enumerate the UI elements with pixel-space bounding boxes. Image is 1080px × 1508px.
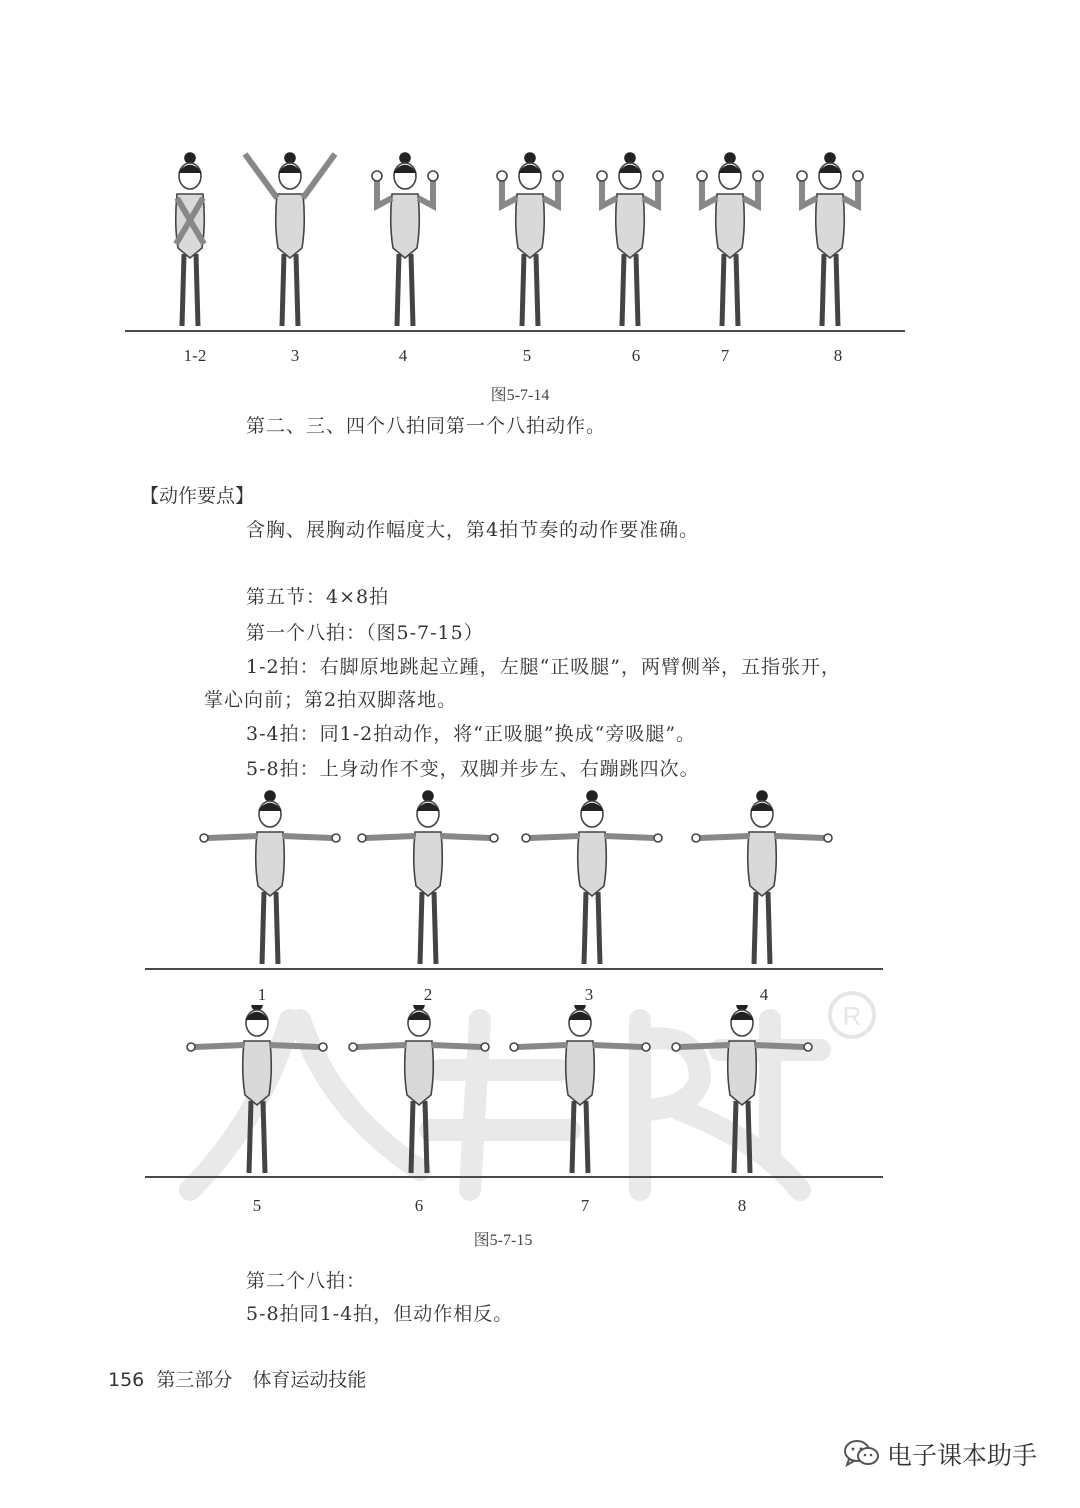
- figure-2-caption: 图5-7-15: [473, 1232, 533, 1249]
- dancer-figure: [797, 153, 863, 326]
- figure-1-caption: 图5-7-14: [490, 387, 550, 404]
- figure-1-beat-label: 5: [522, 346, 532, 365]
- dancer-figure: [672, 1005, 812, 1173]
- dancer-figure: [597, 153, 663, 326]
- figure-5-7-15-top-row: [0, 790, 1080, 990]
- dancer-figure: [349, 1005, 489, 1173]
- dancer-figure: [245, 153, 335, 326]
- page-number: 156: [108, 1369, 145, 1391]
- dancer-figure: [692, 791, 832, 964]
- figure-2-beat-label: 3: [584, 985, 594, 1004]
- wechat-account-name: 电子课本助手: [887, 1441, 1038, 1470]
- figure-1-beat-label: 7: [720, 346, 730, 365]
- figure-5-7-14: [0, 0, 1080, 345]
- figure-2-beat-label: 7: [580, 1196, 590, 1215]
- section-5-line-1: 1-2拍：右脚原地跳起立踵，左腿“正吸腿”，两臂侧举，五指张开，: [246, 656, 842, 678]
- dancer-figure: [497, 153, 563, 326]
- key-points-heading: 【动作要点】: [140, 485, 255, 507]
- footer-part: 第三部分: [156, 1369, 233, 1391]
- figure-1-beat-label: 3: [290, 346, 300, 365]
- wechat-account-badge: [843, 1436, 1037, 1472]
- figure-2-beat-label: 2: [423, 985, 433, 1004]
- dancer-figure: [372, 153, 438, 326]
- figure-1-beat-label: 6: [631, 346, 641, 365]
- dancer-figure: [358, 791, 498, 964]
- section-5-line-2: 3-4拍：同1-2拍动作，将“正吸腿”换成“旁吸腿”。: [246, 723, 697, 745]
- footer-title: 体育运动技能: [252, 1369, 367, 1391]
- figure-1-beat-label: 1-2: [183, 346, 207, 365]
- section-5-first-eight: 第一个八拍：（图5-7-15）: [246, 622, 484, 644]
- second-eight-title: 第二个八拍：: [246, 1270, 367, 1292]
- figure-2-beat-label: 4: [759, 985, 769, 1004]
- dancer-figure: [200, 791, 340, 964]
- section-5-title: 第五节：4×8拍: [246, 586, 390, 608]
- figure-2-beat-label: 6: [414, 1196, 424, 1215]
- second-eight-body: 5-8拍同1-4拍，但动作相反。: [246, 1303, 514, 1325]
- figure-2-beat-label: 8: [737, 1196, 747, 1215]
- section-5-line-1-cont: 掌心向前；第2拍双脚落地。: [204, 689, 458, 711]
- figure-2-beat-label: 5: [252, 1196, 262, 1215]
- figure-1-beat-label: 4: [398, 346, 408, 365]
- dancer-figure: [697, 153, 763, 326]
- dancer-figure: [522, 791, 662, 964]
- figure-5-7-15-bottom-row: [0, 1005, 1080, 1185]
- figure-1-ground-line: [125, 330, 905, 332]
- figure-1-beat-label: 8: [833, 346, 843, 365]
- section-5-line-3: 5-8拍：上身动作不变，双脚并步左、右蹦跳四次。: [246, 758, 700, 780]
- dancer-figure: [510, 1005, 650, 1173]
- dancer-figure: [176, 153, 205, 326]
- figure-2-beat-label: 1: [257, 985, 267, 1004]
- figure-2-top-ground-line: [145, 968, 883, 970]
- key-points-body: 含胸、展胸动作幅度大，第4拍节奏的动作要准确。: [246, 519, 700, 541]
- paragraph-repeat-note: 第二、三、四个八拍同第一个八拍动作。: [246, 415, 607, 437]
- wechat-icon: [843, 1439, 881, 1469]
- figure-2-bottom-ground-line: [145, 1176, 883, 1178]
- svg-text:R: R: [842, 1001, 862, 1031]
- page-footer: [108, 1365, 366, 1392]
- dancer-figure: [187, 1005, 327, 1173]
